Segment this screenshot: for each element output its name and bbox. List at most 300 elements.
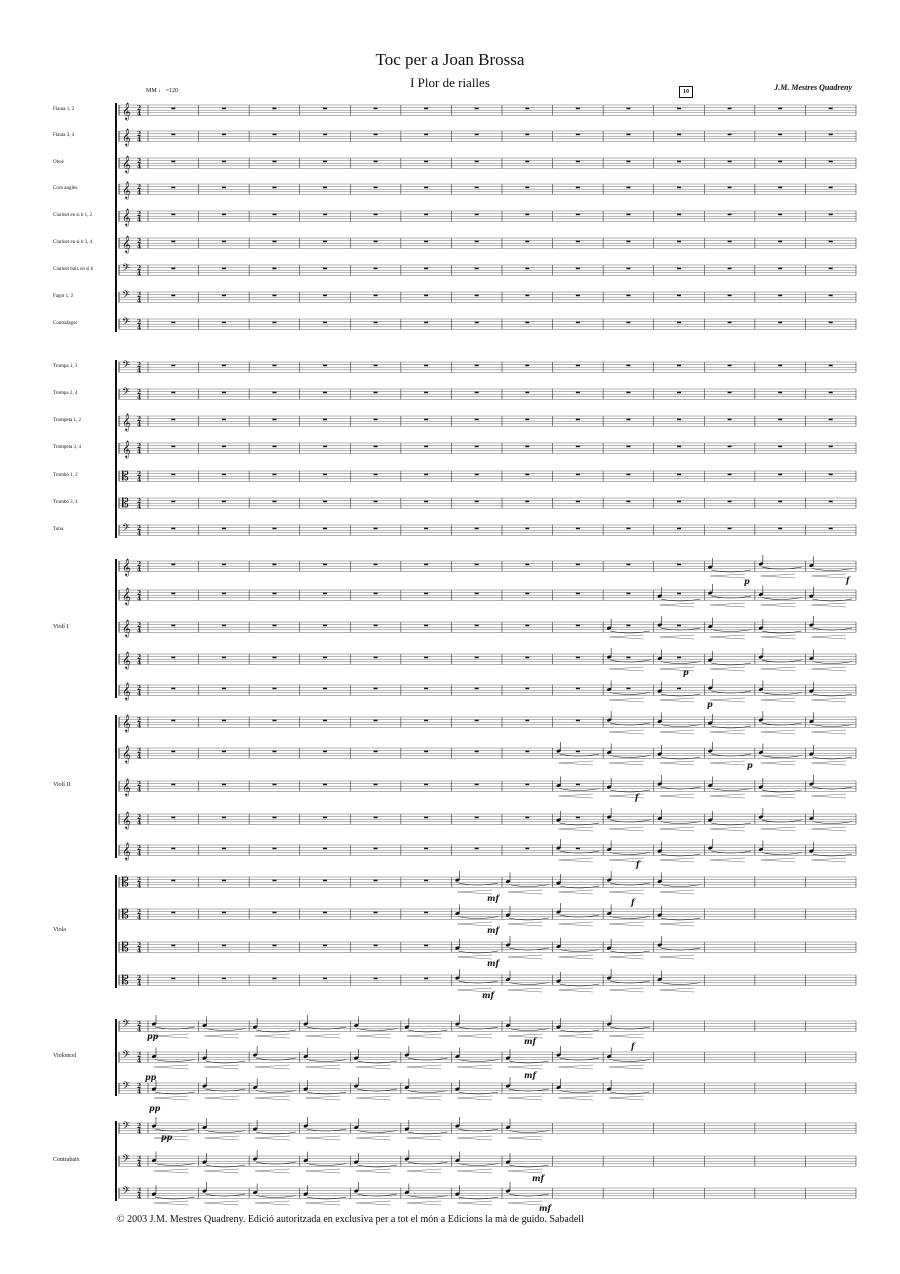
whole-rest [525,187,529,189]
whole-rest [222,187,226,189]
time-signature-bottom: 4 [137,270,142,278]
bass-clef-icon: 𝄢 [122,289,130,303]
dynamic-f: f [846,575,850,585]
whole-rest [626,625,630,627]
treble-clef-icon: 𝄞 [122,181,131,199]
hairpin [660,635,695,639]
whole-rest [829,295,833,297]
whole-rest [677,657,681,659]
whole-rest [677,214,681,216]
hairpin [306,1034,341,1038]
whole-rest [171,945,175,947]
whole-rest [272,365,276,367]
time-signature-top: 2 [137,814,142,821]
whole-rest [374,322,378,324]
hairpin [205,1096,240,1100]
whole-rest [171,392,175,394]
time-signature-bottom: 4 [137,914,142,922]
hairpin [761,730,796,734]
whole-rest [475,625,479,627]
treble-clef-icon: 𝄞 [122,235,131,253]
treble-clef-icon: 𝄞 [122,842,131,860]
whole-rest [272,528,276,530]
score-title: Toc per a Joan Brossa [375,50,525,69]
whole-rest [374,657,378,659]
time-signature-bottom: 4 [137,753,142,761]
whole-rest [778,214,782,216]
whole-rest [323,446,327,448]
whole-rest [374,446,378,448]
whole-rest [778,187,782,189]
dynamic-pp: pp [145,1072,157,1082]
tie-slur [610,951,650,953]
hairpin [761,603,796,607]
hairpin [710,574,745,578]
whole-rest [576,688,580,690]
whole-rest [323,295,327,297]
string-group-label: Violí II [53,782,71,788]
whole-rest [424,751,428,753]
whole-rest [272,978,276,980]
whole-rest [424,419,428,421]
whole-rest [171,161,175,163]
whole-rest [525,751,529,753]
whole-rest [728,365,732,367]
hairpin [609,730,644,734]
tie-slur [458,1197,498,1199]
hairpin [609,827,644,831]
system-bracket [115,715,117,858]
hairpin [761,761,796,765]
whole-rest [626,187,630,189]
whole-rest [475,268,479,270]
whole-rest [424,268,428,270]
hairpin [508,1065,543,1069]
hairpin [609,922,644,926]
whole-rest [626,161,630,163]
whole-rest [424,474,428,476]
hairpin [457,1096,492,1100]
whole-rest [323,419,327,421]
time-signature-bottom: 4 [137,595,142,603]
whole-rest [576,848,580,850]
whole-rest [171,784,175,786]
instrument-label: Trompeta 1, 2 [53,418,82,423]
whole-rest [475,657,479,659]
system-bracket [115,875,117,988]
whole-rest [728,322,732,324]
whole-rest [525,501,529,503]
time-signature-top: 2 [137,1188,142,1195]
whole-rest [829,446,833,448]
time-signature-bottom: 4 [137,110,142,118]
bass-clef-icon: 𝄢 [122,1049,130,1063]
whole-rest [222,688,226,690]
whole-rest [222,657,226,659]
whole-rest [677,501,681,503]
hairpin [306,1201,341,1205]
whole-rest [424,817,428,819]
time-signature-top: 2 [137,443,142,450]
whole-rest [728,134,732,136]
whole-rest [475,720,479,722]
instrument-label: Clarinet en si b 3, 4 [53,240,93,245]
rehearsal-mark: 10 [679,86,693,98]
movement-title: I Plor de rialles [410,75,490,90]
whole-rest [424,187,428,189]
whole-rest [728,392,732,394]
treble-clef-icon: 𝄞 [122,682,131,700]
whole-rest [475,295,479,297]
hairpin [660,761,695,765]
whole-rest [424,945,428,947]
whole-rest [525,625,529,627]
whole-rest [424,564,428,566]
whole-rest [728,295,732,297]
hairpin [761,574,796,578]
whole-rest [424,365,428,367]
hairpin [559,955,594,959]
hairpin [559,988,594,992]
whole-rest [475,501,479,503]
whole-rest [222,134,226,136]
time-signature-top: 2 [137,685,142,692]
time-signature-top: 2 [137,622,142,629]
treble-clef-icon: 𝄞 [122,811,131,829]
whole-rest [677,625,681,627]
hairpin [306,1096,341,1100]
whole-rest [272,657,276,659]
whole-rest [525,817,529,819]
whole-rest [475,564,479,566]
hairpin [457,1169,492,1173]
whole-rest [525,161,529,163]
whole-rest [272,720,276,722]
whole-rest [323,784,327,786]
tempo-marking: MM ♩ =120 [146,88,179,94]
whole-rest [424,688,428,690]
tie-slur [661,694,701,696]
whole-rest [171,848,175,850]
time-signature-top: 2 [137,105,142,112]
whole-rest [475,322,479,324]
tie-slur [560,984,600,986]
whole-rest [829,241,833,243]
dynamic-p: p [683,667,689,677]
whole-rest [323,268,327,270]
whole-rest [576,751,580,753]
time-signature-bottom: 4 [137,1088,142,1096]
whole-rest [778,161,782,163]
whole-rest [272,912,276,914]
whole-rest [171,593,175,595]
whole-rest [272,134,276,136]
whole-rest [728,108,732,110]
dynamic-mf: mf [524,1070,536,1080]
dynamic-pp: pp [149,1103,161,1113]
alto-clef-icon: 𝄡 [122,940,129,954]
whole-rest [728,241,732,243]
time-signature-bottom: 4 [137,216,142,224]
whole-rest [424,657,428,659]
time-signature-top: 2 [137,942,142,949]
whole-rest [222,214,226,216]
whole-rest [728,474,732,476]
hairpin [356,1096,391,1100]
whole-rest [374,720,378,722]
whole-rest [576,528,580,530]
whole-rest [576,593,580,595]
whole-rest [829,474,833,476]
whole-rest [323,945,327,947]
whole-rest [272,474,276,476]
tie-slur [711,823,751,825]
whole-rest [323,848,327,850]
instrument-label: Trompeta 3, 4 [53,445,82,450]
system-bracket [115,1019,117,1096]
whole-rest [424,214,428,216]
hairpin [559,858,594,862]
bass-clef-icon: 𝄢 [122,262,130,276]
whole-rest [272,593,276,595]
whole-rest [829,528,833,530]
hairpin [710,730,745,734]
whole-rest [222,295,226,297]
whole-rest [323,161,327,163]
whole-rest [222,365,226,367]
hairpin [356,1201,391,1205]
tie-slur [711,663,751,665]
whole-rest [525,528,529,530]
whole-rest [272,392,276,394]
whole-rest [829,322,833,324]
hairpin [205,1034,240,1038]
whole-rest [829,419,833,421]
whole-rest [222,912,226,914]
hairpin [710,603,745,607]
instrument-label: Trompa 2, 4 [53,391,78,396]
whole-rest [525,295,529,297]
whole-rest [525,784,529,786]
whole-rest [475,108,479,110]
treble-clef-icon: 𝄞 [122,587,131,605]
whole-rest [677,593,681,595]
hairpin [811,667,846,671]
time-signature-top: 2 [137,238,142,245]
whole-rest [424,501,428,503]
alto-clef-icon: 𝄡 [122,875,129,889]
hairpin [609,635,644,639]
instrument-label: Fagot 1, 2 [53,294,74,299]
dynamic-mf: mf [487,893,499,903]
hairpin [457,1065,492,1069]
hairpin [508,955,543,959]
hairpin [609,1065,644,1069]
whole-rest [728,501,732,503]
whole-rest [272,161,276,163]
time-signature-bottom: 4 [137,448,142,456]
hairpin [609,1034,644,1038]
whole-rest [222,241,226,243]
time-signature-bottom: 4 [137,1057,142,1065]
whole-rest [576,161,580,163]
whole-rest [374,945,378,947]
hairpin [660,955,695,959]
whole-rest [374,419,378,421]
time-signature-bottom: 4 [137,722,142,730]
whole-rest [171,817,175,819]
hairpin [508,1136,543,1140]
instrument-label: Tuba [53,527,64,532]
whole-rest [576,134,580,136]
instrument-label: Trombó 3, 4 [53,500,78,505]
whole-rest [778,528,782,530]
whole-rest [323,322,327,324]
whole-rest [374,978,378,980]
whole-rest [374,501,378,503]
hairpin [811,603,846,607]
whole-rest [475,593,479,595]
whole-rest [171,978,175,980]
time-signature-bottom: 4 [137,421,142,429]
hairpin [407,1169,442,1173]
whole-rest [525,474,529,476]
tie-slur [155,1092,195,1094]
time-signature-top: 2 [137,265,142,272]
whole-rest [576,474,580,476]
treble-clef-icon: 𝄞 [122,619,131,637]
whole-rest [424,912,428,914]
whole-rest [626,108,630,110]
whole-rest [829,108,833,110]
whole-rest [576,295,580,297]
hairpin [660,667,695,671]
time-signature-bottom: 4 [137,163,142,171]
hairpin [660,730,695,734]
tie-slur [357,1165,397,1167]
whole-rest [475,784,479,786]
whole-rest [576,108,580,110]
hairpin [660,603,695,607]
whole-rest [272,880,276,882]
whole-rest [323,108,327,110]
whole-rest [677,322,681,324]
time-signature-top: 2 [137,211,142,218]
hairpin [559,827,594,831]
time-signature-top: 2 [137,748,142,755]
whole-rest [424,295,428,297]
whole-rest [778,268,782,270]
hairpin [255,1136,290,1140]
whole-rest [222,528,226,530]
whole-rest [424,784,428,786]
whole-rest [475,134,479,136]
whole-rest [626,688,630,690]
alto-clef-icon: 𝄡 [122,907,129,921]
whole-rest [424,720,428,722]
whole-rest [222,501,226,503]
hairpin [407,1034,442,1038]
whole-rest [323,657,327,659]
whole-rest [171,625,175,627]
hairpin [559,1034,594,1038]
dynamic-f: f [631,1041,635,1051]
whole-rest [171,657,175,659]
whole-rest [272,848,276,850]
time-signature-bottom: 4 [137,136,142,144]
whole-rest [626,657,630,659]
hairpin [811,761,846,765]
time-signature-top: 2 [137,717,142,724]
whole-rest [424,392,428,394]
hairpin [407,1136,442,1140]
instrument-label: Clarinet en si b 1, 2 [53,213,93,218]
whole-rest [677,365,681,367]
whole-rest [677,134,681,136]
time-signature-bottom: 4 [137,1193,142,1201]
tie-slur [408,1132,448,1134]
hairpin [559,1065,594,1069]
whole-rest [525,108,529,110]
dynamic-mf: mf [487,958,499,968]
whole-rest [525,593,529,595]
whole-rest [272,784,276,786]
whole-rest [171,912,175,914]
whole-rest [374,161,378,163]
whole-rest [272,945,276,947]
whole-rest [626,419,630,421]
whole-rest [222,751,226,753]
tie-slur [711,726,751,728]
whole-rest [576,214,580,216]
whole-rest [778,501,782,503]
instrument-label: Oboè [53,160,64,165]
hairpin [407,1065,442,1069]
whole-rest [222,564,226,566]
whole-rest [171,295,175,297]
whole-rest [525,720,529,722]
hairpin [761,635,796,639]
hairpin [154,1201,189,1205]
time-signature-top: 2 [137,131,142,138]
whole-rest [525,134,529,136]
time-signature-top: 2 [137,184,142,191]
bass-clef-icon: 𝄢 [122,1153,130,1167]
hairpin [255,1034,290,1038]
hairpin [457,1201,492,1205]
whole-rest [576,322,580,324]
whole-rest [525,446,529,448]
dynamic-mf: mf [524,1036,536,1046]
whole-rest [829,501,833,503]
hairpin [508,1201,543,1205]
time-signature-bottom: 4 [137,980,142,988]
hairpin [356,1136,391,1140]
bass-clef-icon: 𝄢 [122,522,130,536]
whole-rest [323,817,327,819]
hairpin [508,988,543,992]
whole-rest [171,268,175,270]
whole-rest [171,528,175,530]
hairpin [356,1034,391,1038]
bass-clef-icon: 𝄢 [122,1018,130,1032]
whole-rest [424,134,428,136]
whole-rest [778,295,782,297]
time-signature-bottom: 4 [137,819,142,827]
whole-rest [475,214,479,216]
time-signature-bottom: 4 [137,850,142,858]
hairpin [306,1136,341,1140]
